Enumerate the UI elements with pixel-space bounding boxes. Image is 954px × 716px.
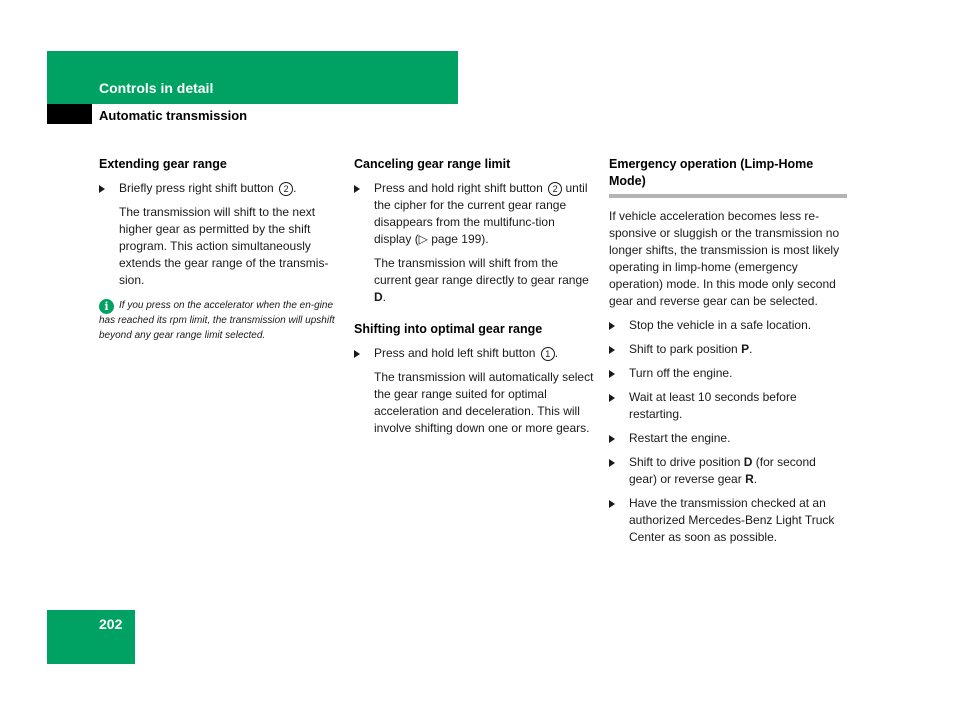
instruction-step: Turn off the engine. <box>609 365 847 382</box>
header-band <box>47 51 458 104</box>
bullet-arrow-icon <box>609 500 615 508</box>
bullet-arrow-icon <box>609 322 615 330</box>
section-marker <box>47 104 92 124</box>
paragraph: The transmission will automatically select the gear range suited for optimal acceleration and deceleration. This will involve shifting down one or more gears. <box>374 370 594 435</box>
section-title: Automatic transmission <box>99 108 248 123</box>
column-emergency-operation <box>609 156 847 553</box>
instruction-step: Press and hold left shift button 1 . <box>354 345 594 362</box>
bullet-arrow-icon <box>609 459 615 467</box>
instruction-step: Shift to drive position D (for second gear) or reverse gear R. <box>609 454 847 488</box>
instruction-step: Wait at least 10 seconds before restarting. <box>609 389 847 423</box>
instruction-step: Have the transmission checked at an authorized Mercedes-Benz Light Truck Center as soon as possible. <box>609 495 847 546</box>
heading-canceling-limit: Canceling gear range limit <box>354 157 511 171</box>
column-gear-range <box>354 156 594 444</box>
column-extending-gear-range <box>99 156 339 343</box>
shift-button-number: 2 <box>279 182 293 196</box>
heading-emergency-operation: Emergency operation (Limp-Home Mode) <box>609 156 847 198</box>
bullet-arrow-icon <box>99 185 105 193</box>
bullet-arrow-icon <box>609 435 615 443</box>
paragraph: The transmission will shift to the next higher gear as permitted by the shift program. This action simultaneously extends the gear range of the transmis-sion. <box>119 205 329 287</box>
paragraph: If vehicle acceleration becomes less re-sponsive or sluggish or the transmission no longer shifts, the transmission is most likely operating in limp-home (emergency operation) mode. In this mode only second gear and reverse gear can be selected. <box>609 209 840 308</box>
heading-extending-gear-range: Extending gear range <box>99 157 227 171</box>
instruction-step: Briefly press right shift button 2 . <box>99 180 339 197</box>
instruction-step: Press and hold right shift button 2 until the cipher for the current gear range disappears from the multifunc-tion display (▷ page 199). <box>354 180 594 248</box>
shift-button-number: 2 <box>548 182 562 196</box>
heading-optimal-gear-range: Shifting into optimal gear range <box>354 322 543 336</box>
chapter-title: Controls in detail <box>99 80 214 96</box>
instruction-step: Stop the vehicle in a safe location. <box>609 317 847 334</box>
bullet-arrow-icon <box>354 350 360 358</box>
instruction-step: Shift to park position P. <box>609 341 847 358</box>
info-icon: i <box>99 299 114 314</box>
bullet-arrow-icon <box>609 394 615 402</box>
instruction-step: Restart the engine. <box>609 430 847 447</box>
bullet-arrow-icon <box>609 370 615 378</box>
shift-button-number: 1 <box>541 347 555 361</box>
bullet-arrow-icon <box>354 185 360 193</box>
bullet-arrow-icon <box>609 346 615 354</box>
paragraph: The transmission will shift from the current gear range directly to gear range D. <box>374 256 589 304</box>
page-number: 202 <box>99 616 123 632</box>
info-note: i If you press on the accelerator when the en-gine has reached its rpm limit, the transmission will upshift beyond any gear range limit selected. <box>99 300 335 341</box>
